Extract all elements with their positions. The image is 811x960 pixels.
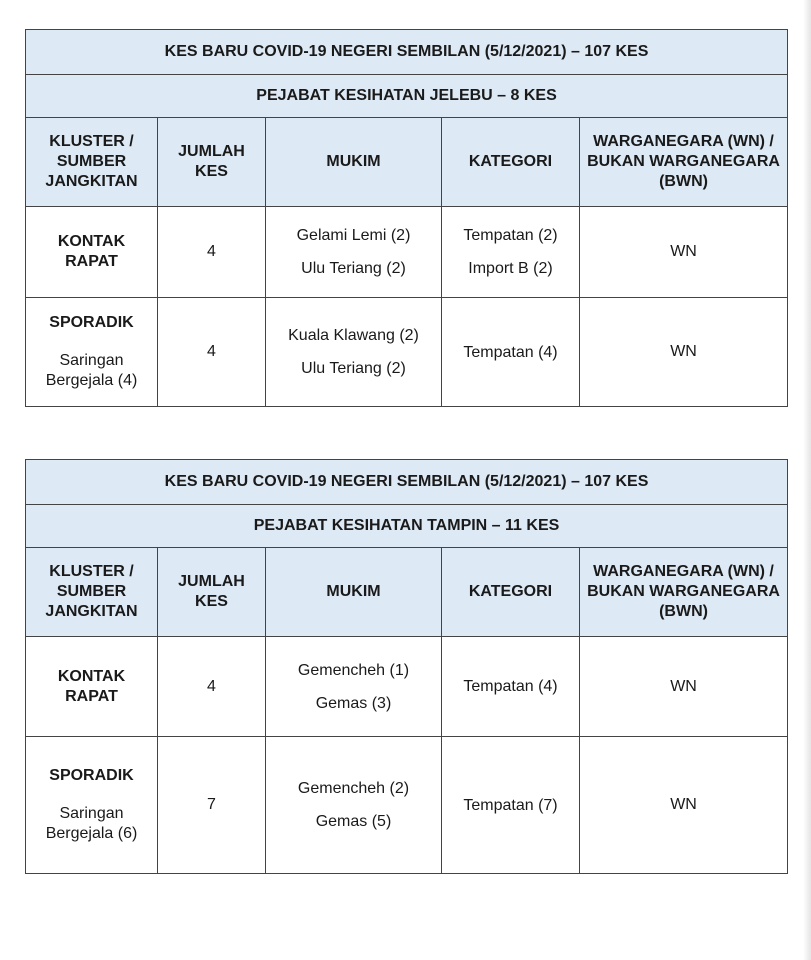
table-row (26, 737, 788, 874)
mukim-entry: Gelami Lemi (2) (296, 227, 411, 244)
office-title: PEJABAT KESIHATAN JELEBU – 8 KES (26, 75, 788, 118)
mukim-entry: Gemencheh (1) (297, 661, 410, 679)
table-title-row (26, 30, 788, 75)
page-edge-shadow (803, 0, 811, 960)
kategori-cell (442, 298, 580, 407)
table-title: KES BARU COVID-19 NEGERI SEMBILAN (5/12/2021) – 107 KES (26, 30, 788, 75)
mukim-cell (266, 298, 442, 407)
office-title: PEJABAT KESIHATAN TAMPIN – 11 KES (26, 505, 788, 548)
header-warganegara: WARGANEGARA (WN) / BUKAN WARGANEGARA (BWN) (580, 118, 788, 207)
mukim-entry: Gemencheh (2) (297, 780, 410, 797)
table-row (26, 298, 788, 407)
mukim-entry: Ulu Teriang (2) (301, 260, 406, 277)
jumlah-cell: 4 (158, 207, 266, 298)
mukim-entry: Kuala Klawang (2) (288, 327, 419, 344)
header-kategori: KATEGORI (442, 548, 580, 637)
kategori-entry: Tempatan (4) (463, 343, 558, 361)
warganegara-cell: WN (580, 207, 788, 298)
kategori-entry: Tempatan (2) (463, 227, 558, 244)
office-row (26, 505, 788, 548)
mukim-entry: Ulu Teriang (2) (301, 360, 406, 377)
table-row (26, 207, 788, 298)
header-kategori: KATEGORI (442, 118, 580, 207)
table-row (26, 637, 788, 737)
header-mukim: MUKIM (266, 548, 442, 637)
warganegara-cell: WN (580, 298, 788, 407)
kategori-cell (442, 737, 580, 874)
office-row (26, 75, 788, 118)
header-jumlah: JUMLAH KES (158, 118, 266, 207)
mukim-cell (266, 637, 442, 737)
column-header-row (26, 118, 788, 207)
jumlah-cell: 4 (158, 637, 266, 737)
mukim-cell (266, 737, 442, 874)
header-jumlah: JUMLAH KES (158, 548, 266, 637)
mukim-cell (266, 207, 442, 298)
kluster-sub-label: Saringan Bergejala (4) (45, 352, 138, 389)
jumlah-cell: 7 (158, 737, 266, 874)
mukim-entry: Gemas (3) (315, 694, 392, 712)
kategori-entry: Tempatan (7) (463, 796, 558, 814)
warganegara-cell: WN (580, 737, 788, 874)
header-kluster: KLUSTER / SUMBER JANGKITAN (26, 118, 158, 207)
table-title-row (26, 460, 788, 505)
kluster-label: KONTAK RAPAT (57, 233, 126, 270)
header-warganegara: WARGANEGARA (WN) / BUKAN WARGANEGARA (BWN) (580, 548, 788, 637)
mukim-entry: Gemas (5) (315, 813, 392, 830)
kluster-label: SPORADIK (49, 314, 134, 331)
kluster-cell (26, 737, 158, 874)
warganegara-cell: WN (580, 637, 788, 737)
kategori-entry: Tempatan (4) (463, 678, 558, 695)
jumlah-cell: 4 (158, 298, 266, 407)
kluster-label: SPORADIK (49, 767, 134, 784)
header-kluster: KLUSTER / SUMBER JANGKITAN (26, 548, 158, 637)
kluster-cell (26, 298, 158, 407)
kluster-label: KONTAK RAPAT (57, 667, 126, 705)
jelebu-case-table (25, 29, 788, 407)
kategori-cell (442, 637, 580, 737)
kategori-cell (442, 207, 580, 298)
kluster-cell (26, 637, 158, 737)
table-title: KES BARU COVID-19 NEGERI SEMBILAN (5/12/2021) – 107 KES (26, 460, 788, 505)
tampin-case-table (25, 459, 788, 874)
header-mukim: MUKIM (266, 118, 442, 207)
kategori-entry: Import B (2) (468, 260, 553, 277)
column-header-row (26, 548, 788, 637)
kluster-sub-label: Saringan Bergejala (6) (45, 805, 138, 842)
kluster-cell (26, 207, 158, 298)
